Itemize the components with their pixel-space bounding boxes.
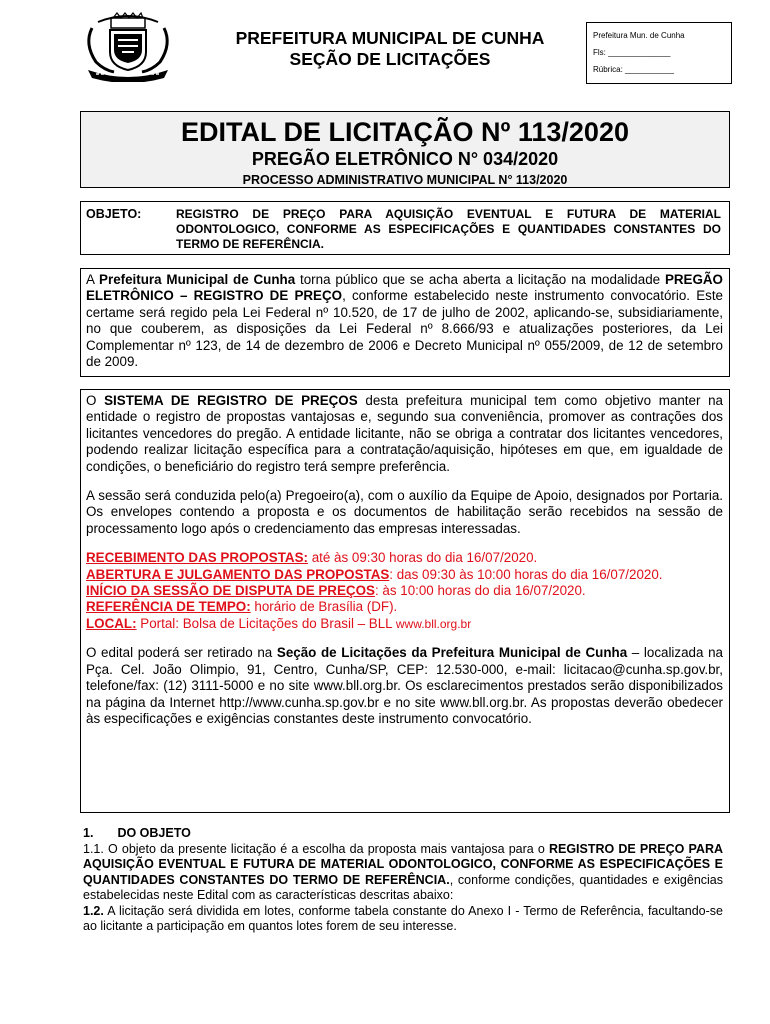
item-1-2-text: A licitação será dividida em lotes, conforme tabela constante do Anexo I - Termo de Referência, facultando-se ao licitante a participação em quantos lotes forem de seu interesse. — [83, 903, 723, 933]
section-title: DO OBJETO — [117, 826, 191, 840]
header-title: PREFEITURA MUNICIPAL DE CUNHA — [235, 28, 545, 48]
srp-paragraph — [86, 393, 723, 475]
item-1-1-bold: REGISTRO DE PREÇO PARA AQUISIÇÃO EVENTUAL E FUTURA DE MATERIAL ODONTOLOGICO, CONFORME AS ESPECIFICAÇÕES E QUANTIDADES CONSTANTES DO TERMO DE REFERÊNCIA. — [83, 841, 724, 887]
stamp-line-2: Fls: ______________ — [593, 48, 671, 57]
edital-title: EDITAL DE LICITAÇÃO Nº 113/2020 — [181, 117, 629, 147]
abertura-text: : das 09:30 às 10:00 horas do dia 16/07/2020. — [389, 566, 663, 582]
item-1-2 — [83, 904, 723, 935]
retirada-text-1: O edital poderá ser retirado na — [86, 645, 277, 661]
intro-paragraph — [86, 272, 723, 370]
processo-number: PROCESSO ADMINISTRATIVO MUNICIPAL N° 113/2020 — [242, 173, 568, 187]
inicio-label: INÍCIO DA SESSÃO DE DISPUTA DE PREÇOS — [86, 583, 375, 599]
recebimento-label: RECEBIMENTO DAS PROPOSTAS: — [86, 550, 308, 566]
sessao-paragraph: A sessão será conduzida pelo(a) Pregoeiro(a), com o auxílio da Equipe de Apoio, designados por Portaria. Os envelopes contendo a proposta e os documentos de habilitação serão recebidos na sessão de processamento logo após o credenciamento das empresas interessadas. — [86, 488, 723, 536]
recebimento-text: até às 09:30 horas do dia 16/07/2020. — [307, 550, 538, 566]
objeto-text: REGISTRO DE PREÇO PARA AQUISIÇÃO EVENTUAL E FUTURA DE MATERIAL ODONTOLOGICO, CONFORME AS ESPECIFICAÇÕES E QUANTIDADES CONSTANTES DO TERMO DE REFERÊNCIA. — [176, 207, 721, 251]
objeto-box — [80, 201, 730, 255]
objeto-label: OBJETO: — [86, 207, 142, 221]
item-1-1-text: 1.1. O objeto da presente licitação é a escolha da proposta mais vantajosa para o — [83, 841, 549, 856]
referencia-label: REFERÊNCIA DE TEMPO: — [86, 599, 251, 615]
local-label: LOCAL: — [86, 615, 137, 631]
retirada-paragraph — [86, 645, 723, 727]
inicio-text: : às 10:00 horas do dia 16/07/2020. — [374, 583, 586, 599]
local-site-link[interactable]: www.bll.org.br — [395, 616, 472, 631]
srp-text-1: O — [86, 393, 105, 408]
stamp-line-3: Rúbrica: ___________ — [593, 65, 674, 74]
stamp-line-1: Prefeitura Mun. de Cunha — [593, 31, 685, 40]
item-1-1 — [83, 842, 723, 904]
section-number: 1. — [83, 826, 94, 840]
intro-box — [80, 268, 730, 377]
srp-bold: SISTEMA DE REGISTRO DE PREÇOS — [104, 393, 358, 408]
municipal-coat-of-arms — [78, 12, 178, 82]
referencia-text: horário de Brasília (DF). — [250, 599, 398, 615]
item-1-1-text-2: , conforme condições, quantidades e exigências estabelecidas neste Edital com as características descritas abaixo: — [83, 872, 723, 902]
dates-block — [86, 550, 723, 632]
srp-text-2: desta prefeitura municipal tem como objetivo manter na entidade o registro de propostas vantajosas e, segundo sua conveniência, promover as contrações dos licitantes vencedores do pregão. A entidade licitante, não se obriga a contratar dos licitantes vencedores, podendo realizar licitação específica para a contratação/aquisição, hipóteses em que, em igualdade de condições, o beneficiário do registro terá sempre preferência. — [86, 393, 724, 474]
retirada-bold: Seção de Licitações da Prefeitura Municipal de Cunha — [276, 645, 628, 661]
abertura-label: ABERTURA E JULGAMENTO DAS PROPOSTAS — [86, 566, 390, 582]
header-subtitle: SEÇÃO DE LICITAÇÕES — [289, 49, 491, 69]
intro-text-2: torna público que se acha aberta a licitação na modalidade — [295, 272, 665, 287]
intro-text-1: A — [86, 272, 100, 287]
info-box — [80, 389, 730, 813]
intro-bold-1: Prefeitura Municipal de Cunha — [99, 272, 296, 287]
retirada-text-2: – localizada na Pça. Cel. João Olimpio, 91, Centro, Cunha/SP, CEP: 12.530-000, e-mail: licitacao@cunha.sp.gov.br, telefone/fax: (12) 3111-5000 e no site www.bll.org.br. Os esclarecimentos prestados serão disponibilizados na página da Internet http://www.cunha.sp.gov.br e no site www.bll.org.br. As propostas deverão obedecer às especificações e exigências constantes deste instrumento convocatório. — [86, 645, 723, 726]
section-objeto — [83, 826, 723, 935]
local-text: Portal: Bolsa de Licitações do Brasil – BLL — [136, 615, 396, 631]
edital-header-box — [80, 111, 730, 188]
pregao-number: PREGÃO ELETRÔNICO N° 034/2020 — [251, 149, 559, 169]
section-heading — [83, 826, 723, 842]
intro-text-3: , conforme estabelecido neste instrumento convocatório. Este certame será regido pela Lei Federal nº 10.520, de 17 de julho de 2002, aplicando-se, subsidiariamente, no que couberem, as disposições da Lei Federal nº 8.666/93 e atualizações posteriores, da Lei Complementar nº 123, de 14 de dezembro de 2006 e Decreto Municipal nº 055/2009, de 12 de setembro de 2009. — [86, 288, 723, 370]
page-stamp — [586, 22, 732, 84]
intro-bold-2: PREGÃO ELETRÔNICO – REGISTRO DE PREÇO — [86, 272, 723, 304]
item-1-2-number: 1.2. — [83, 903, 104, 918]
